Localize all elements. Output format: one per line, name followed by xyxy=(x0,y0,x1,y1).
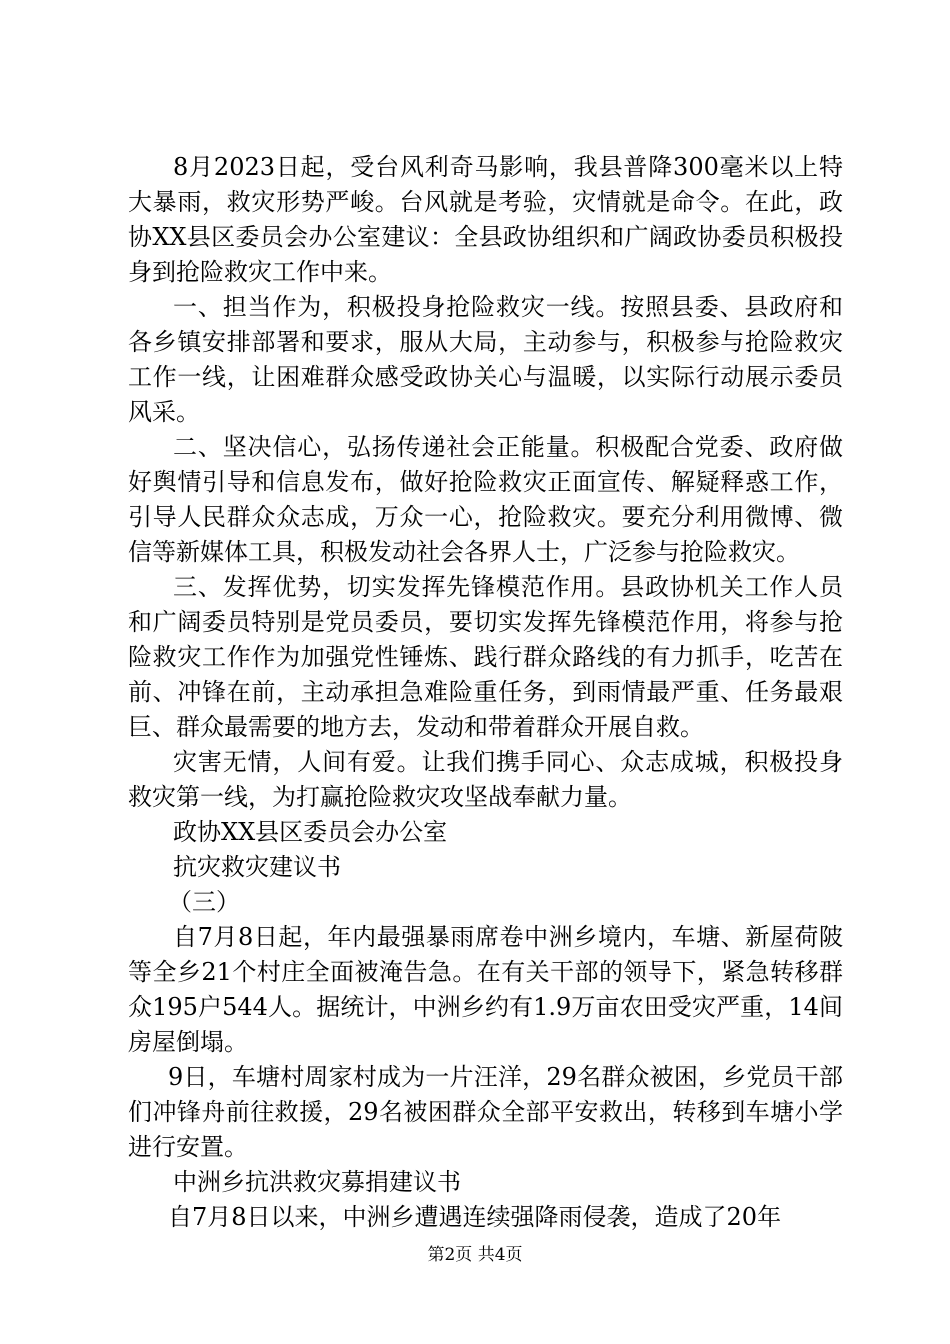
section-marker: （三） xyxy=(168,888,240,916)
signature: 政协XX县区委员会办公室 xyxy=(173,818,448,846)
paragraph-point-2: 二、坚决信心，弘扬传递社会正能量。积极配合党委、政府做好舆情引导和信息发布，做好抢险救灾正面宣传、解疑释惑工作，引导人民群众众志成，万众一心，抢险救灾。要充分利用微博、微信等新媒体工具，积极发动社会各界人士，广泛参与抢险救灾。 xyxy=(128,433,843,566)
paragraph-point-3: 三、发挥优势，切实发挥先锋模范作用。县政协机关工作人员和广阔委员特别是党员委员，要切实发挥先锋模范作用，将参与抢险救灾工作作为加强党性锤炼、践行群众路线的有力抓手，吃苦在前、冲锋在前，主动承担急难险重任务，到雨情最严重、任务最艰巨、群众最需要的地方去，发动和带着群众开展自救。 xyxy=(128,573,843,741)
section-title-3: 中洲乡抗洪救灾募捐建议书 xyxy=(173,1168,461,1196)
paragraph-point-1: 一、担当作为，积极投身抢险救灾一线。按照县委、县政府和各乡镇安排部署和要求，服从大局，主动参与，积极参与抢险救灾工作一线，让困难群众感受政协关心与温暖，以实际行动展示委员风采。 xyxy=(128,293,843,426)
document-body xyxy=(128,150,843,1235)
paragraph-zhongzhou-2: 9日，车塘村周家村成为一片汪洋，29名群众被困，乡党员干部们冲锋舟前往救援，29名被困群众全部平安救出，转移到车塘小学进行安置。 xyxy=(128,1063,843,1161)
paragraph-zhongzhou-1: 自7月8日起，年内最强暴雨席卷中洲乡境内，车塘、新屋荷陂等全乡21个村庄全面被淹告急。在有关干部的领导下，紧急转移群众195户544人。据统计，中洲乡约有1.9万亩农田受灾严重，14间房屋倒塌。 xyxy=(128,923,843,1056)
page-footer: 第2页 共4页 xyxy=(427,1245,523,1265)
paragraph-closing: 灾害无情，人间有爱。让我们携手同心、众志成城，积极投身救灾第一线，为打赢抢险救灾攻坚战奉献力量。 xyxy=(128,748,843,811)
section-title-2: 抗灾救灾建议书 xyxy=(173,853,341,881)
paragraph-intro: 8月2023日起，受台风利奇马影响，我县普降300毫米以上特大暴雨，救灾形势严峻。台风就是考验，灾情就是命令。在此，政协XX县区委员会办公室建议：全县政协组织和广阔政协委员积极投身到抢险救灾工作中来。 xyxy=(128,153,843,286)
paragraph-donation: 自7月8日以来，中洲乡遭遇连续强降雨侵袭，造成了20年 xyxy=(168,1203,782,1231)
